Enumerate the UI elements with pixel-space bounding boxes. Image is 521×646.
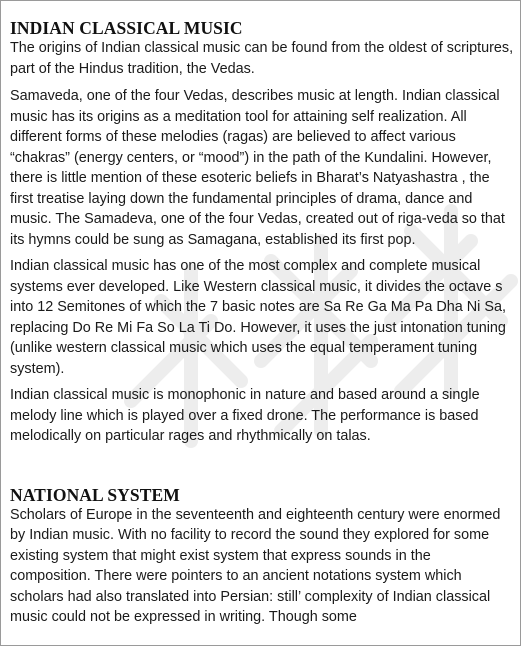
paragraph: The origins of Indian classical music can be found from the oldest of scriptures, part of the Hindus tradition, the Vedas. bbox=[10, 40, 514, 77]
section-heading: NATIONAL SYSTEM bbox=[10, 484, 180, 505]
document-content bbox=[10, 18, 515, 634]
section-national-system bbox=[10, 485, 515, 628]
paragraph: Indian classical music has one of the most complex and complete musical systems ever developed. Like Western classical music, it divides the octave s into 12 Semitones of which the 7 basic notes are Sa Re Ga Ma Pa Dha Ni Sa, replacing Do Re Mi Fa So La Ti Do. However, it uses the just intonation tuning (unlike western classical music which uses the equal temperament tuning system). bbox=[10, 258, 506, 377]
paragraph: Scholars of Europe in the seventeenth and eighteenth century were enormed by Indian music. With no facility to record the sound they explored for some existing system that might exist system that express sounds in the composition. There were pointers to an ancient notations system which scholars had also translated into Persian: still’ complexity of Indian classical music could not be expressed in writing. Though some bbox=[10, 506, 501, 625]
paragraph: Samaveda, one of the four Vedas, describes music at length. Indian classical music has its origins as a meditation tool for attaining self realization. All different forms of these melodies (ragas) are believed to affect various “chakras” (energy centers, or “mood”) in the path of the Kundalini. However, there is little mention of these esoteric beliefs in Bharat’s Natyashastra , the first treatise laying down the fundamental principles of drama, dance and music. The Samadeva, one of the four Vedas, created out of riga-veda so that its hymns could be sung as Samagana, established its first pop. bbox=[10, 88, 505, 248]
section-indian-classical-music bbox=[10, 18, 515, 447]
section-heading: INDIAN CLASSICAL MUSIC bbox=[10, 18, 243, 38]
paragraph: Indian classical music is monophonic in nature and based around a single melody line which is played over a fixed drone. The performance is based melodically on particular rages and rhythmically on talas. bbox=[10, 387, 480, 444]
